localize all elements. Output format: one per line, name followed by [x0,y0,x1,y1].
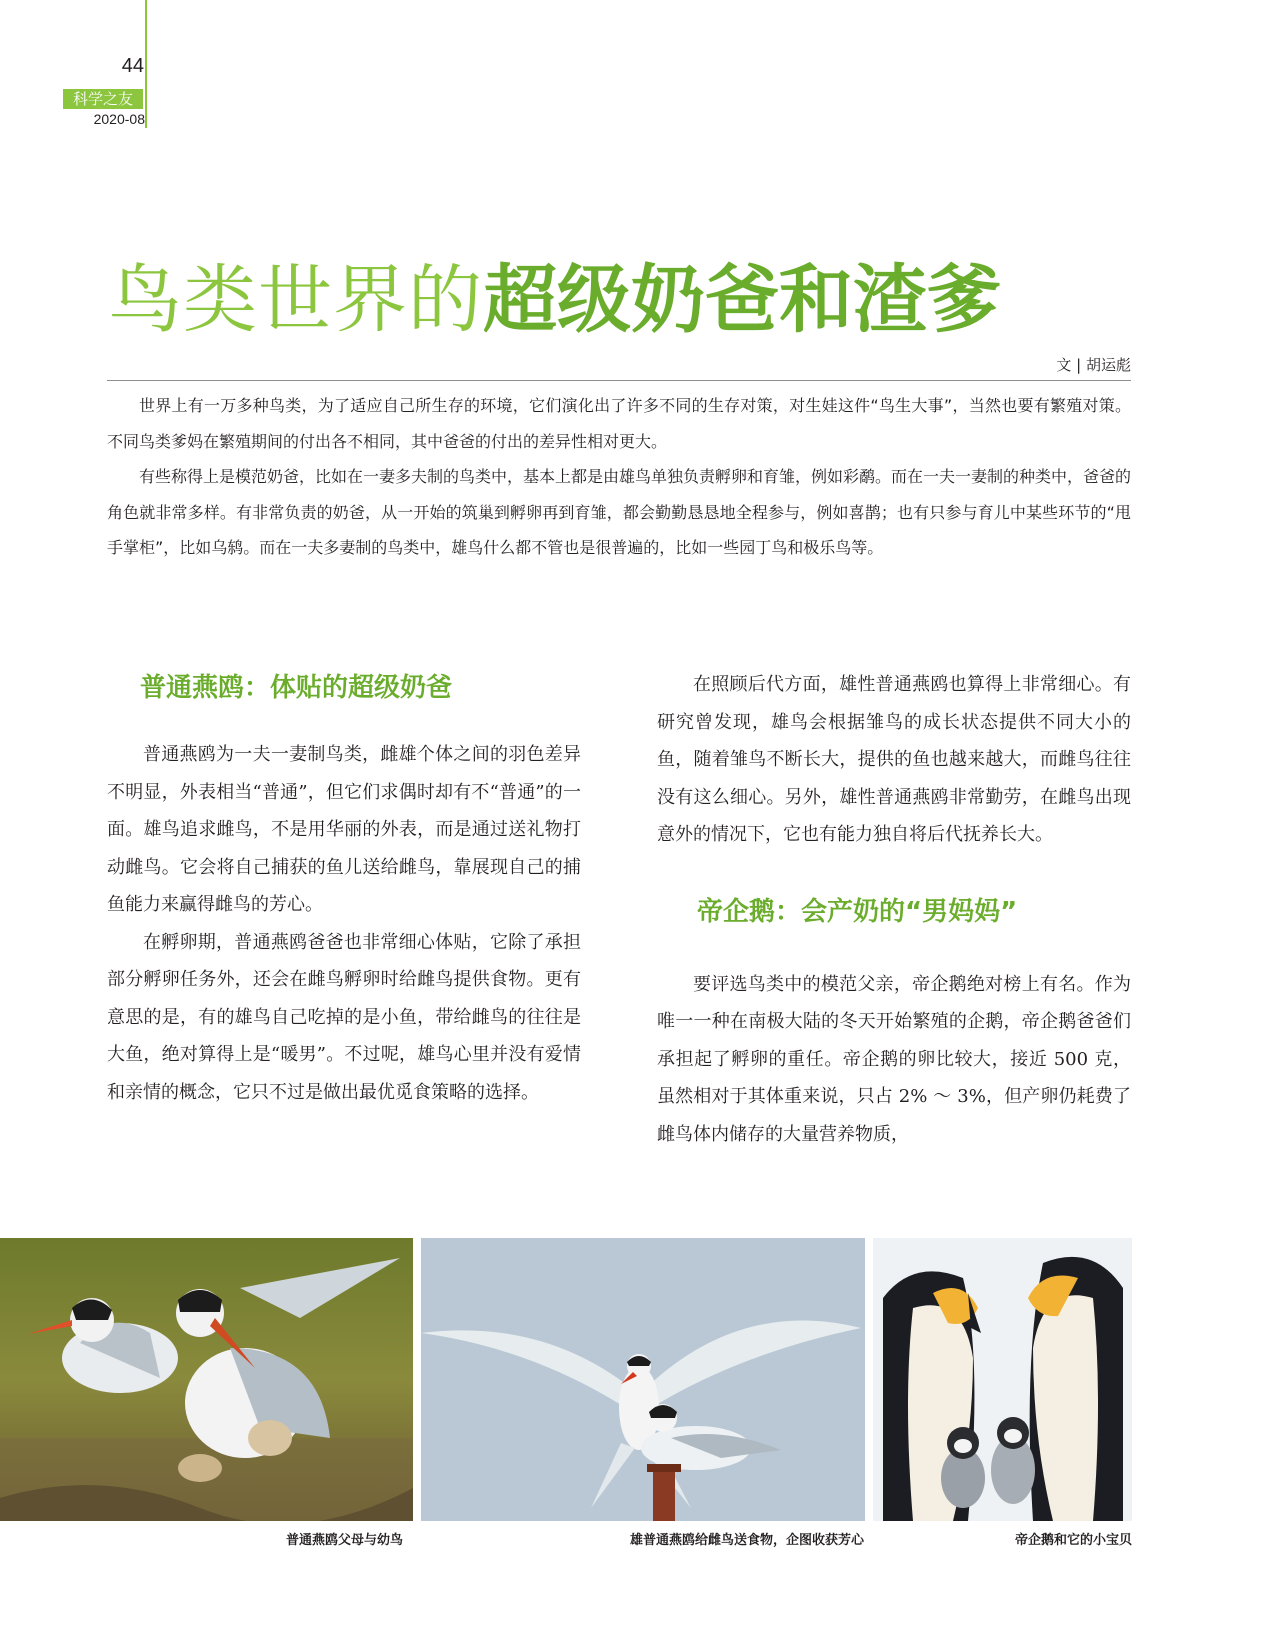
body-paragraph: 在照顾后代方面，雄性普通燕鸥也算得上非常细心。有研究曾发现，雄鸟会根据雏鸟的成长状态提供不同大小的鱼，随着雏鸟不断长大，提供的鱼也越来越大，而雌鸟往往没有这么细心。另外，雄性普通燕鸥非常勤劳，在雌鸟出现意外的情况下，它也有能力独自将后代抚养长大。 [657,674,1131,845]
section2-heading: 帝企鹅：会产奶的“男妈妈” [697,896,1018,927]
section2-body [657,966,1131,1154]
photo-caption: 雄普通燕鸥给雌鸟送食物，企图收获芳心 [629,1533,864,1548]
header-divider-line [145,0,147,128]
title-bold-part: 超级奶爸和渣爹 [483,257,1001,343]
section1-continued [657,666,1131,854]
intro-paragraph: 世界上有一万多种鸟类，为了适应自己所生存的环境，它们演化出了许多不同的生存对策，对生娃这件“鸟生大事”，当然也要有繁殖对策。不同鸟类爹妈在繁殖期间的付出各不相同，其中爸爸的付出的差异性相对更大。 [107,396,1131,451]
photo-caption: 帝企鹅和它的小宝贝 [1014,1533,1132,1548]
section1-heading: 普通燕鸥：体贴的超级奶爸 [140,673,453,703]
tern-family-photo [0,1238,413,1521]
magazine-name: 科学之友 [63,89,143,109]
page-number: 44 [121,55,144,77]
emperor-penguin-photo [873,1238,1132,1521]
photo-caption: 普通燕鸥父母与幼鸟 [285,1533,403,1548]
tern-family-icon [0,1238,413,1521]
left-column [107,668,581,1111]
body-paragraph: 要评选鸟类中的模范父亲，帝企鹅绝对榜上有名。作为唯一一种在南极大陆的冬天开始繁殖的企鹅，帝企鹅爸爸们承担起了孵卵的重任。帝企鹅的卵比较大，接近 500 克，虽然相对于其体重来说，只占 2% ～ 3%，但产卵仍耗费了雌鸟体内储存的大量营养物质， [657,973,1131,1145]
author-credit: 文 | 胡运彪 [1056,356,1131,374]
tern-feeding-icon [421,1238,865,1521]
issue-date: 2020-08 [93,111,145,127]
intro-paragraph: 有些称得上是模范奶爸，比如在一妻多夫制的鸟类中，基本上都是由雄鸟单独负责孵卵和育雏，例如彩鹬。而在一夫一妻制的种类中，爸爸的角色就非常多样。有非常负责的奶爸，从一开始的筑巢到孵卵再到育雏，都会勤勤恳恳地全程参与，例如喜鹊；也有只参与育儿中某些环节的“甩手掌柜”，比如乌鸫。而在一夫多妻制的鸟类中，雄鸟什么都不管也是很普遍的，比如一些园丁鸟和极乐鸟等。 [107,467,1132,557]
intro-text [107,388,1131,566]
right-column [657,668,1131,1153]
article-title [108,255,1001,345]
tern-feeding-photo [421,1238,865,1521]
body-paragraph: 普通燕鸥为一夫一妻制鸟类，雌雄个体之间的羽色差异不明显，外表相当“普通”，但它们求偶时却有不“普通”的一面。雄鸟追求雌鸟，不是用华丽的外表，而是通过送礼物打动雌鸟。它会将自己捕获的鱼儿送给雌鸟，靠展现自己的捕鱼能力来赢得雌鸟的芳心。 [107,744,581,915]
emperor-penguin-icon [873,1238,1132,1521]
section1-body [107,736,581,1111]
body-paragraph: 在孵卵期，普通燕鸥爸爸也非常细心体贴，它除了承担部分孵卵任务外，还会在雌鸟孵卵时给雌鸟提供食物。更有意思的是，有的雄鸟自己吃掉的是小鱼，带给雌鸟的往往是大鱼，绝对算得上是“暖男”。不过呢，雄鸟心里并没有爱情和亲情的概念，它只不过是做出最优觅食策略的选择。 [107,931,581,1103]
title-light-part: 鸟类世界的 [108,257,483,343]
title-rule [107,380,1131,381]
